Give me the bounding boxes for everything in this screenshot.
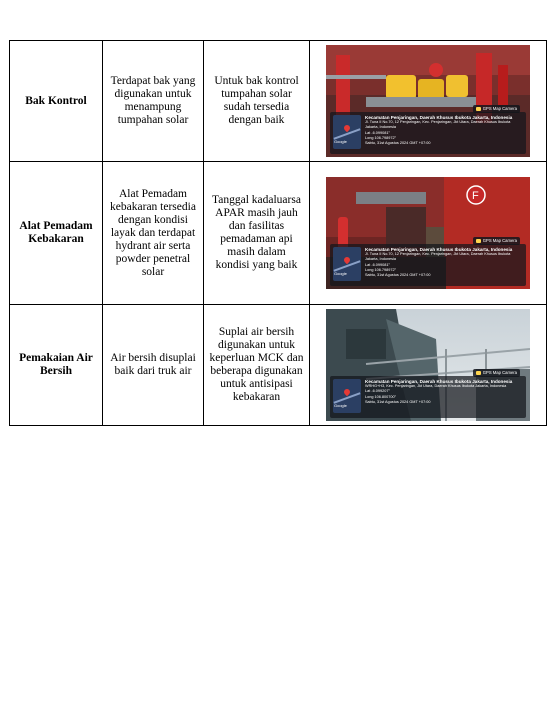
gps-timestamp: Sabtu, 31st Agustus 2024 GMT +07:00 <box>365 399 431 404</box>
photo-cell <box>310 305 547 426</box>
camera-icon <box>476 239 481 243</box>
google-logo: Google <box>334 139 347 144</box>
documentation-photo <box>326 309 530 421</box>
condition-cell: Air bersih disuplai baik dari truk air <box>103 305 204 426</box>
gps-lat: Lat -6.099207° <box>365 389 390 394</box>
gps-address: Jl. Tuna II No.70, 12 Penjaringan, Kec. Penjaringan, Jkt Utara, Daerah Khusus Ibukota Jakarta, Indonesia <box>365 252 511 262</box>
remark-cell: Suplai air bersih digunakan untuk keperluan MCK dan beberapa digunakan untuk antisipasi kebakaran <box>204 305 310 426</box>
gps-text <box>365 115 523 146</box>
table-row <box>10 41 547 162</box>
documentation-photo <box>326 45 530 157</box>
gps-badge: GPS Map Camera <box>473 237 520 245</box>
gps-overlay <box>330 238 526 286</box>
gps-long: Long 106.800700° <box>365 394 397 399</box>
gps-text <box>365 247 523 278</box>
gps-badge: GPS Map Camera <box>473 369 520 377</box>
gps-address: WRHG+H3, Kec. Penjaringan, Jkt Utara, Daerah Khusus Ibukota Jakarta, Indonesia <box>365 384 507 389</box>
google-logo: Google <box>334 403 347 408</box>
gps-badge: GPS Map Camera <box>473 105 520 113</box>
photo-cell <box>310 162 547 305</box>
gps-address: Jl. Tuna II No.70, 12 Penjaringan, Kec. Penjaringan, Jkt Utara, Daerah Khusus Ibukota Jakarta, Indonesia <box>365 120 511 130</box>
camera-icon <box>476 371 481 375</box>
google-logo: Google <box>334 271 347 276</box>
gps-location: Kecamatan Penjaringan, Daerah Khusus Ibukota Jakarta, Indonesia <box>365 379 513 384</box>
remark-cell: Untuk bak kontrol tumpahan solar sudah tersedia dengan baik <box>204 41 310 162</box>
condition-cell: Alat Pemadam kebakaran tersedia dengan kondisi layak dan terdapat hydrant air serta powder penetral solar <box>103 162 204 305</box>
gps-overlay <box>330 370 526 418</box>
camera-icon <box>476 107 481 111</box>
gps-lat: Lat -6.099081° <box>365 130 390 135</box>
table-row <box>10 162 547 305</box>
map-thumbnail <box>333 247 361 281</box>
gps-text <box>365 379 523 405</box>
gps-timestamp: Sabtu, 31st Agustus 2024 GMT +07:00 <box>365 273 431 278</box>
gps-long: Long 106.798972° <box>365 267 397 272</box>
gps-timestamp: Sabtu, 31st Agustus 2024 GMT +07:00 <box>365 141 431 146</box>
gps-location: Kecamatan Penjaringan, Daerah Khusus Ibukota Jakarta, Indonesia <box>365 247 513 252</box>
map-thumbnail <box>333 115 361 149</box>
gps-location: Kecamatan Penjaringan, Daerah Khusus Ibukota Jakarta, Indonesia <box>365 115 513 120</box>
aspect-cell: Pemakaian Air Bersih <box>10 305 103 426</box>
gps-overlay <box>330 106 526 154</box>
remark-cell: Tanggal kadaluarsa APAR masih jauh dan fasilitas pemadaman api masih dalam kondisi yang baik <box>204 162 310 305</box>
photo-cell <box>310 41 547 162</box>
table-row <box>10 305 547 426</box>
map-thumbnail <box>333 379 361 413</box>
gps-lat: Lat -6.099081° <box>365 262 390 267</box>
condition-cell: Terdapat bak yang digunakan untuk menampung tumpahan solar <box>103 41 204 162</box>
svg-text:F: F <box>472 190 479 202</box>
aspect-cell: Bak Kontrol <box>10 41 103 162</box>
documentation-photo <box>326 177 530 289</box>
aspect-cell: Alat Pemadam Kebakaran <box>10 162 103 305</box>
gps-long: Long 106.798972° <box>365 135 397 140</box>
inspection-table <box>9 40 547 426</box>
